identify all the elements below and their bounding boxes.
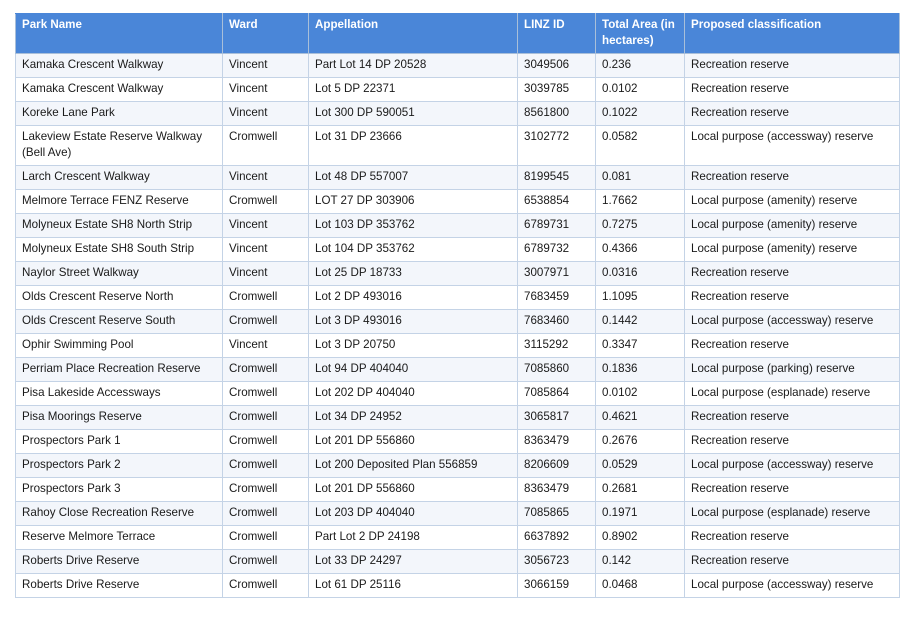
linz-id-cell: 8206609 — [518, 454, 596, 478]
ward-cell: Cromwell — [223, 526, 309, 550]
appellation-cell: Part Lot 2 DP 24198 — [309, 526, 518, 550]
total-area-cell: 0.1836 — [596, 358, 685, 382]
classification-cell: Recreation reserve — [685, 54, 900, 78]
header-row — [16, 14, 900, 54]
ward-cell: Cromwell — [223, 574, 309, 598]
total-area-cell: 0.236 — [596, 54, 685, 78]
classification-cell: Local purpose (accessway) reserve — [685, 310, 900, 334]
ward-cell: Vincent — [223, 166, 309, 190]
linz-id-cell: 3115292 — [518, 334, 596, 358]
table-row — [16, 358, 900, 382]
appellation-cell: Lot 34 DP 24952 — [309, 406, 518, 430]
appellation-cell: Lot 5 DP 22371 — [309, 78, 518, 102]
column-header-linz-id: LINZ ID — [518, 14, 596, 54]
appellation-cell: Lot 31 DP 23666 — [309, 126, 518, 166]
classification-cell: Recreation reserve — [685, 334, 900, 358]
classification-cell: Recreation reserve — [685, 78, 900, 102]
park-name-cell: Roberts Drive Reserve — [16, 550, 223, 574]
ward-cell: Vincent — [223, 262, 309, 286]
ward-cell: Cromwell — [223, 406, 309, 430]
linz-id-cell: 6538854 — [518, 190, 596, 214]
ward-cell: Vincent — [223, 78, 309, 102]
park-name-cell: Larch Crescent Walkway — [16, 166, 223, 190]
classification-cell: Local purpose (accessway) reserve — [685, 574, 900, 598]
linz-id-cell: 6789732 — [518, 238, 596, 262]
classification-cell: Recreation reserve — [685, 102, 900, 126]
appellation-cell: Lot 94 DP 404040 — [309, 358, 518, 382]
classification-cell: Recreation reserve — [685, 286, 900, 310]
classification-cell: Recreation reserve — [685, 550, 900, 574]
linz-id-cell: 8363479 — [518, 478, 596, 502]
appellation-cell: Lot 300 DP 590051 — [309, 102, 518, 126]
ward-cell: Cromwell — [223, 310, 309, 334]
linz-id-cell: 3049506 — [518, 54, 596, 78]
ward-cell: Cromwell — [223, 286, 309, 310]
linz-id-cell: 7683460 — [518, 310, 596, 334]
classification-cell: Local purpose (amenity) reserve — [685, 214, 900, 238]
ward-cell: Cromwell — [223, 502, 309, 526]
total-area-cell: 0.0102 — [596, 78, 685, 102]
park-name-cell: Molyneux Estate SH8 South Strip — [16, 238, 223, 262]
classification-cell: Recreation reserve — [685, 166, 900, 190]
park-name-cell: Perriam Place Recreation Reserve — [16, 358, 223, 382]
table-row — [16, 502, 900, 526]
park-name-cell: Ophir Swimming Pool — [16, 334, 223, 358]
ward-cell: Vincent — [223, 214, 309, 238]
ward-cell: Cromwell — [223, 454, 309, 478]
park-name-cell: Kamaka Crescent Walkway — [16, 78, 223, 102]
park-name-cell: Pisa Moorings Reserve — [16, 406, 223, 430]
table-row — [16, 286, 900, 310]
table-row — [16, 238, 900, 262]
linz-id-cell: 7085860 — [518, 358, 596, 382]
ward-cell: Cromwell — [223, 550, 309, 574]
total-area-cell: 0.0102 — [596, 382, 685, 406]
linz-id-cell: 3066159 — [518, 574, 596, 598]
appellation-cell: Part Lot 14 DP 20528 — [309, 54, 518, 78]
table-row — [16, 214, 900, 238]
reserves-table — [15, 13, 900, 598]
appellation-cell: Lot 3 DP 20750 — [309, 334, 518, 358]
table-row — [16, 478, 900, 502]
linz-id-cell: 7085864 — [518, 382, 596, 406]
park-name-cell: Prospectors Park 3 — [16, 478, 223, 502]
classification-cell: Recreation reserve — [685, 406, 900, 430]
linz-id-cell: 3102772 — [518, 126, 596, 166]
total-area-cell: 0.0316 — [596, 262, 685, 286]
column-header-proposed-classification: Proposed classification — [685, 14, 900, 54]
table-row — [16, 126, 900, 166]
table-row — [16, 262, 900, 286]
park-name-cell: Lakeview Estate Reserve Walkway (Bell Ave) — [16, 126, 223, 166]
appellation-cell: Lot 48 DP 557007 — [309, 166, 518, 190]
table-row — [16, 382, 900, 406]
column-header-total-area: Total Area (in hectares) — [596, 14, 685, 54]
ward-cell: Vincent — [223, 334, 309, 358]
linz-id-cell: 3007971 — [518, 262, 596, 286]
park-name-cell: Kamaka Crescent Walkway — [16, 54, 223, 78]
total-area-cell: 0.0468 — [596, 574, 685, 598]
table-header — [16, 14, 900, 54]
linz-id-cell: 7085865 — [518, 502, 596, 526]
table-row — [16, 334, 900, 358]
table-row — [16, 550, 900, 574]
total-area-cell: 0.1442 — [596, 310, 685, 334]
table-row — [16, 406, 900, 430]
column-header-park-name: Park Name — [16, 14, 223, 54]
park-name-cell: Koreke Lane Park — [16, 102, 223, 126]
linz-id-cell: 8561800 — [518, 102, 596, 126]
appellation-cell: Lot 203 DP 404040 — [309, 502, 518, 526]
ward-cell: Cromwell — [223, 126, 309, 166]
table-row — [16, 190, 900, 214]
ward-cell: Vincent — [223, 102, 309, 126]
linz-id-cell: 3056723 — [518, 550, 596, 574]
appellation-cell: Lot 33 DP 24297 — [309, 550, 518, 574]
ward-cell: Cromwell — [223, 382, 309, 406]
table-row — [16, 526, 900, 550]
linz-id-cell: 8363479 — [518, 430, 596, 454]
total-area-cell: 0.1022 — [596, 102, 685, 126]
classification-cell: Local purpose (amenity) reserve — [685, 238, 900, 262]
total-area-cell: 1.7662 — [596, 190, 685, 214]
appellation-cell: Lot 103 DP 353762 — [309, 214, 518, 238]
appellation-cell: Lot 202 DP 404040 — [309, 382, 518, 406]
classification-cell: Local purpose (accessway) reserve — [685, 454, 900, 478]
linz-id-cell: 6637892 — [518, 526, 596, 550]
table-body — [16, 54, 900, 598]
park-name-cell: Rahoy Close Recreation Reserve — [16, 502, 223, 526]
appellation-cell: Lot 201 DP 556860 — [309, 478, 518, 502]
linz-id-cell: 3039785 — [518, 78, 596, 102]
table-row — [16, 166, 900, 190]
total-area-cell: 0.3347 — [596, 334, 685, 358]
appellation-cell: Lot 2 DP 493016 — [309, 286, 518, 310]
classification-cell: Local purpose (parking) reserve — [685, 358, 900, 382]
park-name-cell: Olds Crescent Reserve South — [16, 310, 223, 334]
park-name-cell: Prospectors Park 2 — [16, 454, 223, 478]
ward-cell: Cromwell — [223, 478, 309, 502]
total-area-cell: 0.7275 — [596, 214, 685, 238]
total-area-cell: 0.1971 — [596, 502, 685, 526]
park-name-cell: Roberts Drive Reserve — [16, 574, 223, 598]
total-area-cell: 0.142 — [596, 550, 685, 574]
linz-id-cell: 7683459 — [518, 286, 596, 310]
park-name-cell: Reserve Melmore Terrace — [16, 526, 223, 550]
appellation-cell: Lot 201 DP 556860 — [309, 430, 518, 454]
park-name-cell: Naylor Street Walkway — [16, 262, 223, 286]
table-row — [16, 454, 900, 478]
table-row — [16, 310, 900, 334]
park-name-cell: Melmore Terrace FENZ Reserve — [16, 190, 223, 214]
total-area-cell: 0.4366 — [596, 238, 685, 262]
appellation-cell: Lot 104 DP 353762 — [309, 238, 518, 262]
linz-id-cell: 6789731 — [518, 214, 596, 238]
ward-cell: Cromwell — [223, 430, 309, 454]
ward-cell: Cromwell — [223, 358, 309, 382]
table-row — [16, 54, 900, 78]
total-area-cell: 0.0529 — [596, 454, 685, 478]
appellation-cell: Lot 3 DP 493016 — [309, 310, 518, 334]
park-name-cell: Olds Crescent Reserve North — [16, 286, 223, 310]
table-row — [16, 430, 900, 454]
total-area-cell: 1.1095 — [596, 286, 685, 310]
classification-cell: Local purpose (amenity) reserve — [685, 190, 900, 214]
total-area-cell: 0.0582 — [596, 126, 685, 166]
total-area-cell: 0.8902 — [596, 526, 685, 550]
total-area-cell: 0.081 — [596, 166, 685, 190]
column-header-appellation: Appellation — [309, 14, 518, 54]
column-header-ward: Ward — [223, 14, 309, 54]
appellation-cell: LOT 27 DP 303906 — [309, 190, 518, 214]
ward-cell: Cromwell — [223, 190, 309, 214]
linz-id-cell: 8199545 — [518, 166, 596, 190]
linz-id-cell: 3065817 — [518, 406, 596, 430]
appellation-cell: Lot 61 DP 25116 — [309, 574, 518, 598]
total-area-cell: 0.2676 — [596, 430, 685, 454]
classification-cell: Local purpose (esplanade) reserve — [685, 502, 900, 526]
classification-cell: Local purpose (esplanade) reserve — [685, 382, 900, 406]
classification-cell: Recreation reserve — [685, 526, 900, 550]
appellation-cell: Lot 25 DP 18733 — [309, 262, 518, 286]
classification-cell: Recreation reserve — [685, 430, 900, 454]
total-area-cell: 0.2681 — [596, 478, 685, 502]
table-row — [16, 574, 900, 598]
park-name-cell: Molyneux Estate SH8 North Strip — [16, 214, 223, 238]
table-row — [16, 102, 900, 126]
park-name-cell: Prospectors Park 1 — [16, 430, 223, 454]
appellation-cell: Lot 200 Deposited Plan 556859 — [309, 454, 518, 478]
park-name-cell: Pisa Lakeside Accessways — [16, 382, 223, 406]
table-row — [16, 78, 900, 102]
ward-cell: Vincent — [223, 238, 309, 262]
total-area-cell: 0.4621 — [596, 406, 685, 430]
classification-cell: Recreation reserve — [685, 262, 900, 286]
ward-cell: Vincent — [223, 54, 309, 78]
classification-cell: Local purpose (accessway) reserve — [685, 126, 900, 166]
classification-cell: Recreation reserve — [685, 478, 900, 502]
